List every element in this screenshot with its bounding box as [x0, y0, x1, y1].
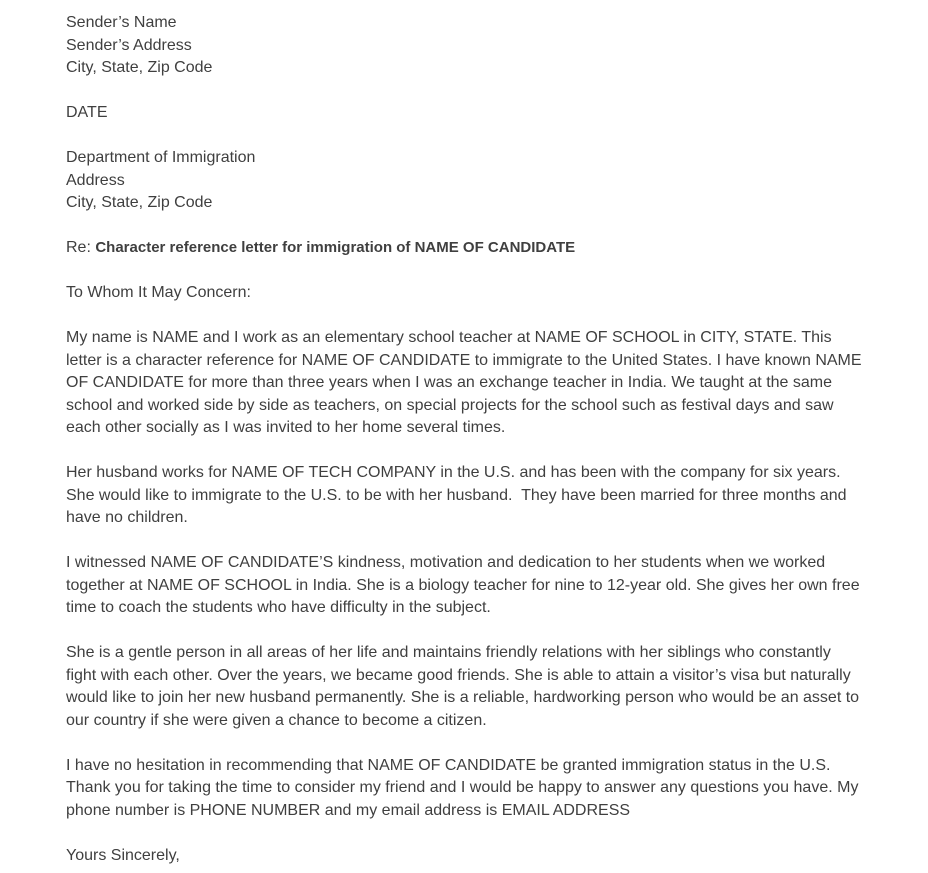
recipient-city-state-zip-line: City, State, Zip Code: [66, 194, 213, 211]
body-paragraph-1: My name is NAME and I work as an elementary school teacher at NAME OF SCHOOL in CITY, STATE. This letter is a character reference for NAME OF CANDIDATE to immigrate to the United States. I have known NAME OF CANDIDATE for more than three years when I was an exchange teacher in India. We taught at the same school and worked side by side as teachers, on special projects for the school such as festival days and saw each other socially as I was invited to her home several times.: [66, 329, 866, 436]
body-paragraph-4: She is a gentle person in all areas of her life and maintains friendly relations with her siblings who constantly fight with each other. Over the years, we became good friends. She is able to attain a visitor’s visa but naturally would like to join her new husband permanently. She is a reliable, hardworking person who would be an asset to our country if she were given a chance to become a citizen.: [66, 644, 864, 729]
recipient-address-block: [66, 147, 862, 215]
subject-line: [66, 237, 862, 260]
date-block: [66, 102, 862, 125]
subject-text: Character reference letter for immigration of NAME OF CANDIDATE: [95, 239, 576, 256]
sender-city-state-zip-line: City, State, Zip Code: [66, 59, 213, 76]
recipient-name-line: Department of Immigration: [66, 149, 256, 166]
sender-name-line: Sender’s Name: [66, 14, 177, 31]
sender-address-line: Sender’s Address: [66, 36, 192, 54]
subject-prefix: Re:: [66, 239, 96, 256]
date-line: DATE: [66, 104, 108, 121]
body-paragraph-5: I have no hesitation in recommending that NAME OF CANDIDATE be granted immigration status in the U.S. Thank you for taking the time to consider my friend and I would be happy to answer any questions you have. My phone number is PHONE NUMBER and my email address is EMAIL ADDRESS: [66, 756, 863, 819]
body-paragraph-2: Her husband works for NAME OF TECH COMPANY in the U.S. and has been with the company for six years. She would like to immigrate to the U.S. to be with her husband. They have been married for three months and have no children.: [66, 464, 852, 526]
recipient-address-line: Address: [66, 171, 125, 189]
closing-line: Yours Sincerely,: [66, 846, 180, 864]
sender-address-block: [66, 12, 862, 80]
salutation-line: To Whom It May Concern:: [66, 284, 251, 301]
body-paragraph-3: I witnessed NAME OF CANDIDATE’S kindness, motivation and dedication to her students when we worked together at NAME OF SCHOOL in India. She is a biology teacher for nine to 12-year old. She gives her own free time to coach the students who have difficulty in the subject.: [66, 554, 865, 616]
